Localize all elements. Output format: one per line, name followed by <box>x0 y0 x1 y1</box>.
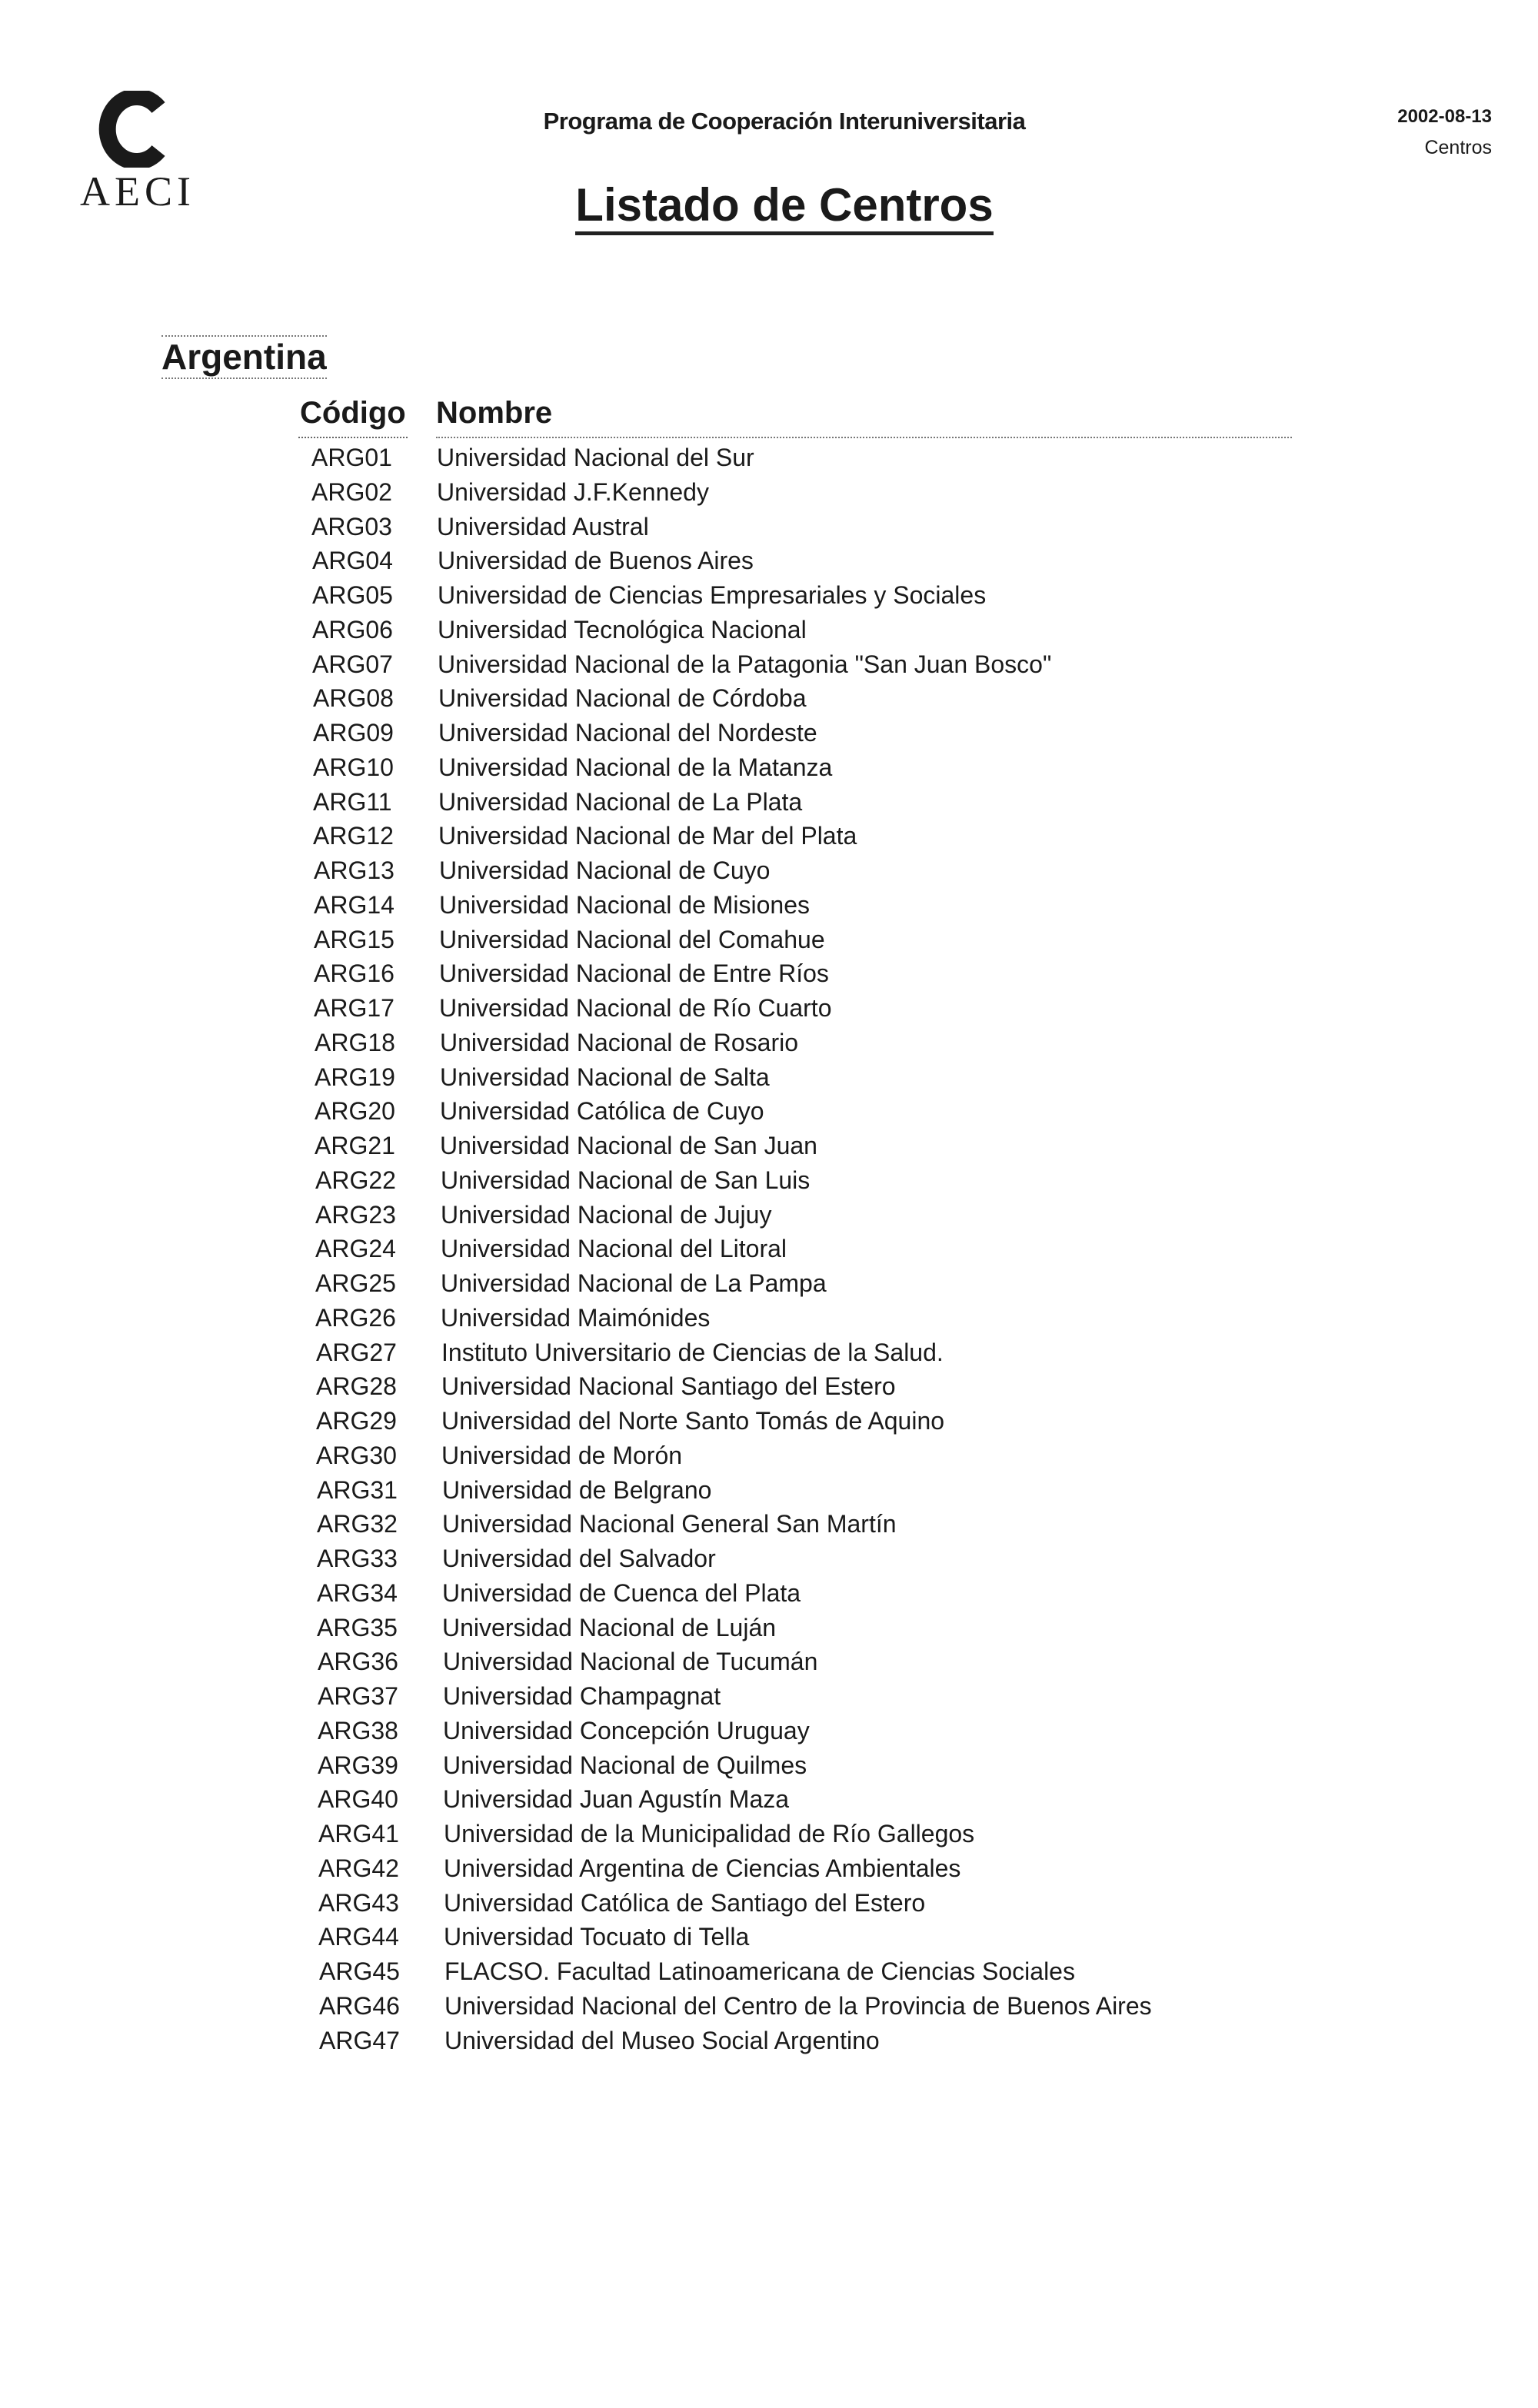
report-section: Centros <box>1424 137 1492 158</box>
center-code: ARG12 <box>313 822 394 850</box>
center-name: Universidad Nacional de San Juan <box>440 1132 817 1159</box>
center-name: Universidad del Salvador <box>442 1545 716 1572</box>
center-name: Universidad Nacional de Quilmes <box>443 1751 807 1779</box>
center-code: ARG39 <box>318 1751 398 1779</box>
table-row <box>0 853 1538 888</box>
center-code: ARG23 <box>315 1200 396 1229</box>
center-code: ARG34 <box>317 1578 398 1607</box>
center-code: ARG04 <box>312 547 393 575</box>
center-name: Universidad Nacional de Luján <box>442 1613 777 1641</box>
center-code: ARG27 <box>316 1338 397 1366</box>
table-row <box>0 1335 1538 1370</box>
center-name: Universidad Austral <box>437 512 649 540</box>
table-row <box>0 1198 1538 1232</box>
center-code: ARG30 <box>316 1441 397 1469</box>
table-row <box>0 1611 1538 1645</box>
center-code: ARG36 <box>318 1648 398 1676</box>
center-name: Universidad Nacional de Jujuy <box>441 1200 772 1229</box>
center-code: ARG01 <box>311 444 392 471</box>
table-row <box>0 1989 1538 2024</box>
table-row <box>0 1232 1538 1266</box>
center-code: ARG17 <box>314 994 394 1022</box>
center-code: ARG20 <box>315 1097 395 1126</box>
center-code: ARG13 <box>314 856 394 884</box>
center-name: Universidad Nacional del Centro de la Provincia de Buenos Aires <box>444 1991 1152 2020</box>
center-name: Universidad Nacional de Cuyo <box>439 856 771 884</box>
center-name: Universidad Nacional de la Matanza <box>438 753 833 781</box>
center-code: ARG35 <box>317 1613 398 1641</box>
center-name: Universidad Católica de Cuyo <box>440 1097 764 1126</box>
table-row <box>0 1163 1538 1198</box>
center-code: ARG33 <box>317 1545 398 1572</box>
center-name: Universidad Nacional de Tucumán <box>443 1648 818 1676</box>
center-name: Universidad Nacional del Litoral <box>441 1235 787 1263</box>
table-row <box>0 819 1538 853</box>
center-code: ARG07 <box>312 650 393 678</box>
center-name: Universidad del Museo Social Argentino <box>444 2026 880 2054</box>
center-code: ARG05 <box>312 581 393 609</box>
table-row <box>0 1542 1538 1576</box>
column-header-code: Código <box>300 396 406 430</box>
center-code: ARG11 <box>313 787 392 816</box>
centers-table <box>0 441 1538 2057</box>
center-code: ARG38 <box>318 1716 398 1744</box>
center-name: Universidad Nacional de la Patagonia "San Juan Bosco" <box>438 650 1052 678</box>
table-row <box>0 1851 1538 1886</box>
center-name: Universidad Nacional de Rosario <box>440 1028 799 1056</box>
program-name: Programa de Cooperación Interuniversitaria <box>543 108 1026 135</box>
center-name: Instituto Universitario de Ciencias de la Salud. <box>441 1338 944 1366</box>
center-name: Universidad Católica de Santiago del Estero <box>444 1888 926 1917</box>
table-row <box>0 1404 1538 1438</box>
center-code: ARG37 <box>318 1682 398 1710</box>
center-code: ARG18 <box>315 1028 395 1056</box>
center-name: Universidad Nacional de Río Cuarto <box>439 994 832 1022</box>
table-row <box>0 1129 1538 1163</box>
aeci-logo-text: AECI <box>80 168 195 215</box>
country-heading: Argentina <box>161 335 327 379</box>
center-code: ARG32 <box>317 1510 398 1538</box>
center-name: Universidad Nacional de Salta <box>440 1063 770 1091</box>
table-row <box>0 1094 1538 1129</box>
table-row <box>0 1748 1538 1783</box>
table-row <box>0 1954 1538 1989</box>
table-row <box>0 1266 1538 1301</box>
center-code: ARG29 <box>316 1407 397 1435</box>
center-name: Universidad Nacional del Comahue <box>439 925 825 953</box>
center-name: Universidad de Belgrano <box>442 1475 712 1504</box>
center-code: ARG03 <box>311 512 392 540</box>
center-name: Universidad del Norte Santo Tomás de Aquino <box>441 1407 945 1435</box>
table-row <box>0 647 1538 682</box>
center-code: ARG14 <box>314 890 394 919</box>
table-row <box>0 578 1538 613</box>
center-code: ARG22 <box>315 1166 396 1194</box>
center-name: FLACSO. Facultad Latinoamericana de Ciencias Sociales <box>444 1957 1075 1985</box>
center-code: ARG24 <box>315 1235 396 1263</box>
table-row <box>0 1576 1538 1611</box>
table-row <box>0 1060 1538 1095</box>
table-row <box>0 991 1538 1026</box>
center-name: Universidad Nacional del Nordeste <box>438 719 817 747</box>
center-name: Universidad Argentina de Ciencias Ambientales <box>444 1854 961 1882</box>
table-row <box>0 888 1538 923</box>
center-name: Universidad Maimónides <box>441 1303 711 1332</box>
table-row <box>0 923 1538 957</box>
center-name: Universidad Nacional General San Martín <box>442 1510 897 1538</box>
table-row <box>0 1026 1538 1060</box>
report-date: 2002-08-13 <box>1397 106 1492 127</box>
center-name: Universidad Nacional del Sur <box>437 444 754 471</box>
table-row <box>0 1369 1538 1404</box>
center-code: ARG31 <box>317 1475 398 1504</box>
table-row <box>0 1301 1538 1335</box>
table-row <box>0 1507 1538 1542</box>
table-row <box>0 716 1538 750</box>
center-name: Universidad de Buenos Aires <box>438 547 754 575</box>
center-name: Universidad Nacional de San Luis <box>441 1166 811 1194</box>
center-name: Universidad J.F.Kennedy <box>437 477 709 506</box>
center-code: ARG42 <box>318 1854 399 1882</box>
center-code: ARG45 <box>319 1957 400 1985</box>
center-code: ARG08 <box>313 684 394 713</box>
center-name: Universidad Tocuato di Tella <box>444 1923 750 1951</box>
center-name: Universidad Nacional de Entre Ríos <box>439 960 829 988</box>
center-code: ARG28 <box>316 1372 397 1401</box>
table-row <box>0 681 1538 716</box>
center-name: Universidad Nacional de La Pampa <box>441 1269 827 1297</box>
center-name: Universidad de la Municipalidad de Río Gallegos <box>444 1820 975 1848</box>
table-row <box>0 1920 1538 1954</box>
page-title <box>0 178 1538 231</box>
center-name: Universidad Tecnológica Nacional <box>438 615 807 644</box>
table-row <box>0 1817 1538 1851</box>
header-divider <box>298 437 408 438</box>
center-code: ARG16 <box>314 960 394 988</box>
center-code: ARG25 <box>315 1269 396 1297</box>
center-code: ARG06 <box>312 615 393 644</box>
center-code: ARG46 <box>319 1991 400 2020</box>
table-row <box>0 1886 1538 1921</box>
column-header-name: Nombre <box>436 396 553 430</box>
center-name: Universidad Nacional Santiago del Estero <box>441 1372 896 1401</box>
center-code: ARG21 <box>315 1132 395 1159</box>
center-code: ARG47 <box>319 2026 400 2054</box>
center-name: Universidad Nacional de La Plata <box>438 787 803 816</box>
center-code: ARG43 <box>318 1888 399 1917</box>
center-name: Universidad Concepción Uruguay <box>443 1716 810 1744</box>
header-divider <box>436 437 1292 438</box>
center-name: Universidad de Morón <box>441 1441 683 1469</box>
center-name: Universidad Juan Agustín Maza <box>443 1785 790 1814</box>
center-name: Universidad Champagnat <box>443 1682 721 1710</box>
table-row <box>0 613 1538 647</box>
table-row <box>0 1438 1538 1473</box>
center-code: ARG40 <box>318 1785 398 1814</box>
center-code: ARG10 <box>313 753 394 781</box>
center-code: ARG15 <box>314 925 394 953</box>
table-row <box>0 1473 1538 1508</box>
center-code: ARG02 <box>311 477 392 506</box>
center-code: ARG41 <box>318 1820 399 1848</box>
table-row <box>0 510 1538 544</box>
table-row <box>0 441 1538 475</box>
center-name: Universidad Nacional de Mar del Plata <box>438 822 857 850</box>
table-row <box>0 2024 1538 2058</box>
center-name: Universidad de Cuenca del Plata <box>442 1578 801 1607</box>
center-name: Universidad Nacional de Córdoba <box>438 684 807 713</box>
table-row <box>0 956 1538 991</box>
table-row <box>0 1645 1538 1679</box>
table-row <box>0 1679 1538 1714</box>
center-code: ARG26 <box>315 1303 396 1332</box>
page-title-text: Listado de Centros <box>575 179 993 235</box>
table-row <box>0 785 1538 820</box>
table-row <box>0 1782 1538 1817</box>
center-code: ARG44 <box>318 1923 399 1951</box>
center-name: Universidad de Ciencias Empresariales y Sociales <box>438 581 987 609</box>
table-row <box>0 750 1538 785</box>
table-row <box>0 1714 1538 1748</box>
center-name: Universidad Nacional de Misiones <box>439 890 811 919</box>
table-row <box>0 475 1538 510</box>
table-row <box>0 544 1538 578</box>
center-code: ARG09 <box>313 719 394 747</box>
center-code: ARG19 <box>315 1063 395 1091</box>
